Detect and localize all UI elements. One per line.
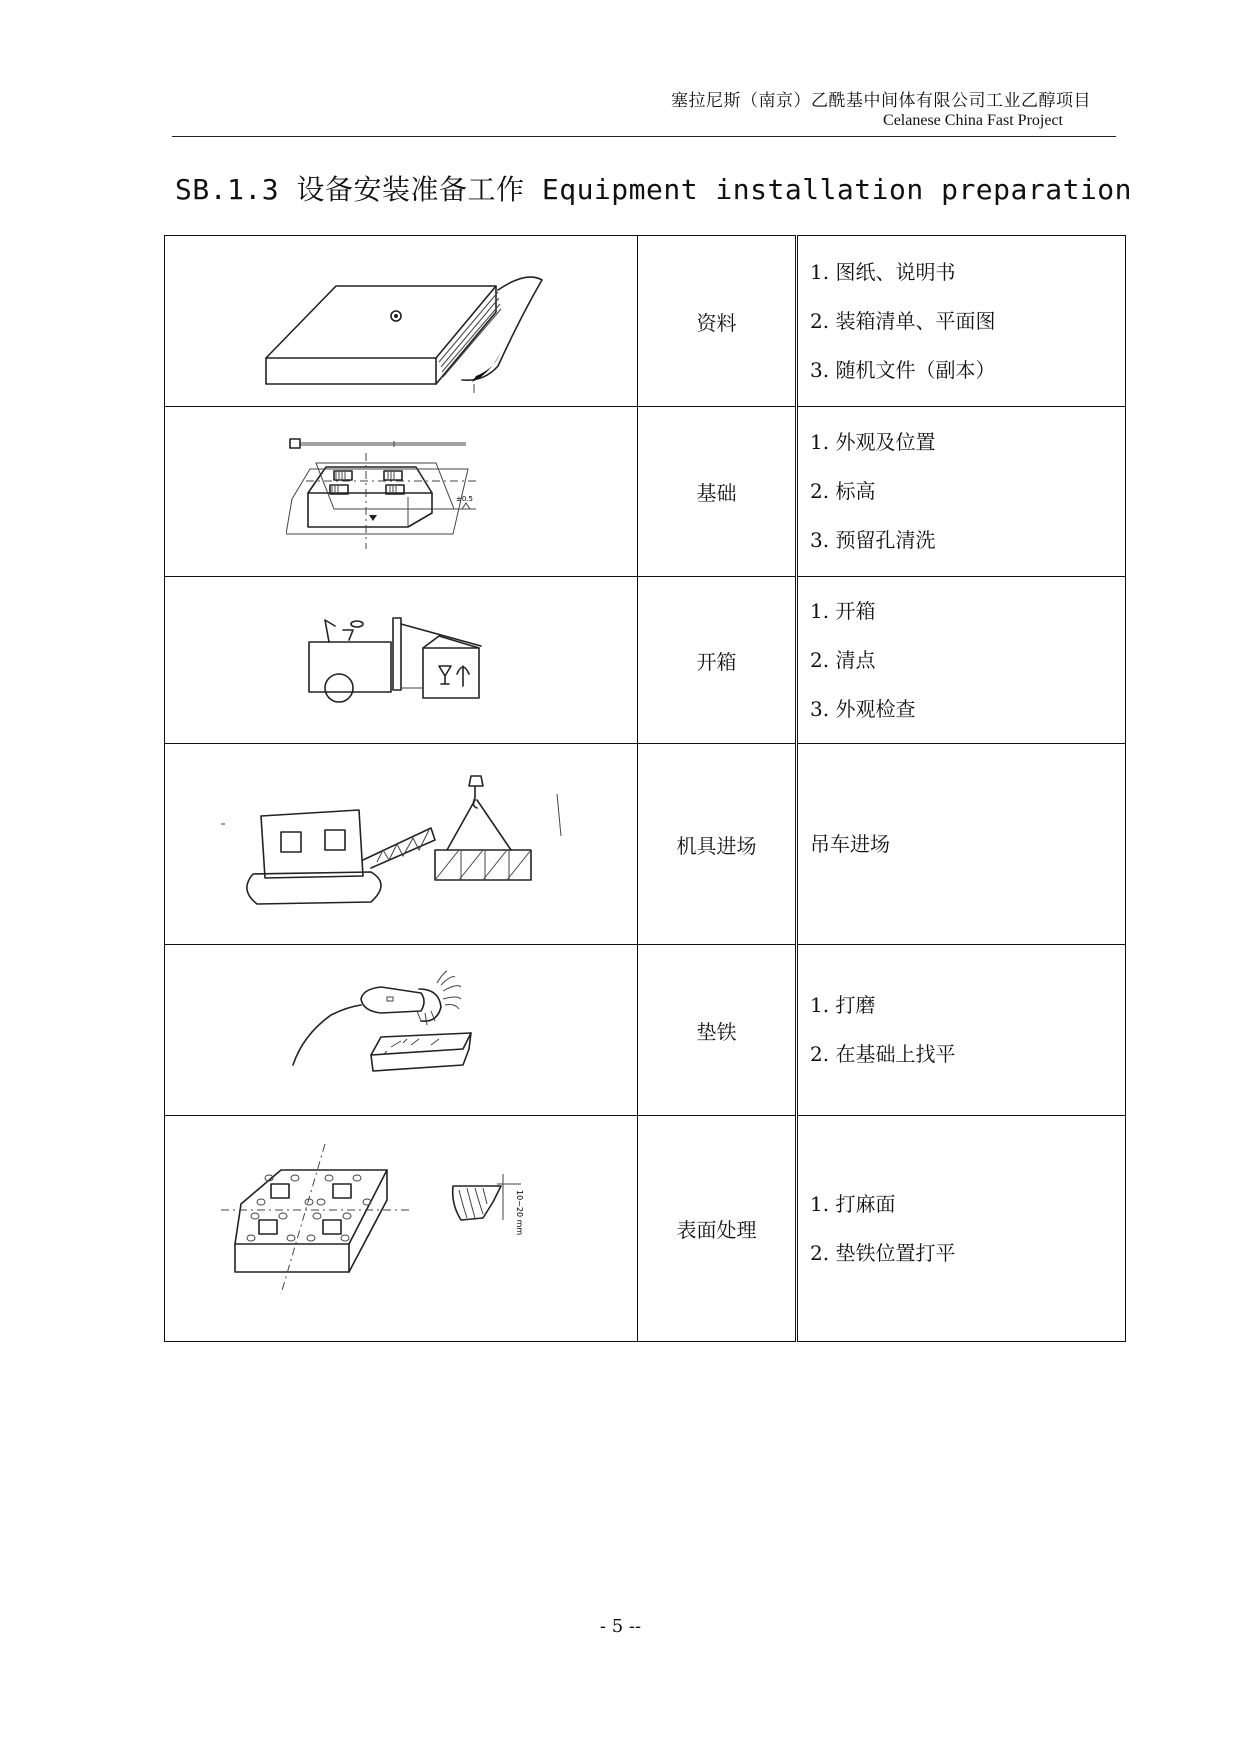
header-company-name: 塞拉尼斯（南京）乙酰基中间体有限公司工业乙醇项目 bbox=[671, 91, 1091, 111]
sketch-cell bbox=[165, 407, 638, 577]
list-item: 1. 开箱 bbox=[810, 598, 876, 623]
list-item: 1. 图纸、说明书 bbox=[810, 259, 956, 284]
item-list bbox=[797, 407, 1126, 577]
category-label: 开箱 bbox=[638, 577, 797, 744]
list-item: 1. 外观及位置 bbox=[810, 430, 936, 454]
sketch-cell bbox=[165, 1116, 638, 1342]
category-label: 资料 bbox=[638, 236, 797, 407]
list-item: 1. 打麻面 bbox=[810, 1191, 896, 1216]
category-label: 基础 bbox=[638, 407, 797, 577]
table-row bbox=[165, 744, 1126, 945]
table-row bbox=[165, 945, 1126, 1116]
item-list bbox=[797, 744, 1126, 945]
foundation-icon bbox=[286, 417, 516, 567]
list-item: 1. 打磨 bbox=[810, 993, 876, 1017]
list-item: 2. 在基础上找平 bbox=[810, 1042, 956, 1066]
item-list bbox=[797, 577, 1126, 744]
list-item: 3. 随机文件（副本） bbox=[810, 357, 996, 382]
list-item: 3. 外观检查 bbox=[810, 696, 916, 721]
document-stack-icon bbox=[236, 246, 566, 396]
list-item: 2. 清点 bbox=[810, 647, 876, 672]
header-project-name: Celanese China Fast Project bbox=[883, 112, 1063, 129]
category-label: 垫铁 bbox=[638, 945, 797, 1116]
page-title: SB.1.3 设备安装准备工作 Equipment installation preparation bbox=[175, 173, 1133, 206]
elevation-label: ±0.5 bbox=[456, 494, 473, 503]
list-item: 2. 装箱清单、平面图 bbox=[810, 308, 996, 333]
preparation-table bbox=[164, 235, 1126, 1342]
list-item: 吊车进场 bbox=[810, 831, 890, 856]
category-label: 表面处理 bbox=[638, 1116, 797, 1342]
page-number: - 5 -- bbox=[599, 1616, 642, 1637]
depth-label: 10~20 mm bbox=[515, 1189, 524, 1235]
header-divider bbox=[172, 136, 1116, 137]
table-row bbox=[165, 1116, 1126, 1342]
table-row bbox=[165, 577, 1126, 744]
sketch-cell bbox=[165, 577, 638, 744]
list-item: 3. 预留孔清洗 bbox=[810, 528, 936, 552]
surface-prep-icon bbox=[221, 1144, 581, 1314]
table-row bbox=[165, 407, 1126, 577]
category-label: 机具进场 bbox=[638, 744, 797, 945]
list-item: 2. 标高 bbox=[810, 479, 876, 503]
item-list bbox=[797, 1116, 1126, 1342]
sketch-cell bbox=[165, 945, 638, 1116]
list-item: 2. 垫铁位置打平 bbox=[810, 1240, 956, 1265]
item-list bbox=[797, 236, 1126, 407]
table-row bbox=[165, 236, 1126, 407]
sketch-cell bbox=[165, 236, 638, 407]
item-list bbox=[797, 945, 1126, 1116]
forklift-crate-icon bbox=[301, 600, 501, 720]
grinder-shim-icon bbox=[291, 955, 511, 1105]
crane-icon bbox=[221, 764, 581, 924]
sketch-cell bbox=[165, 744, 638, 945]
